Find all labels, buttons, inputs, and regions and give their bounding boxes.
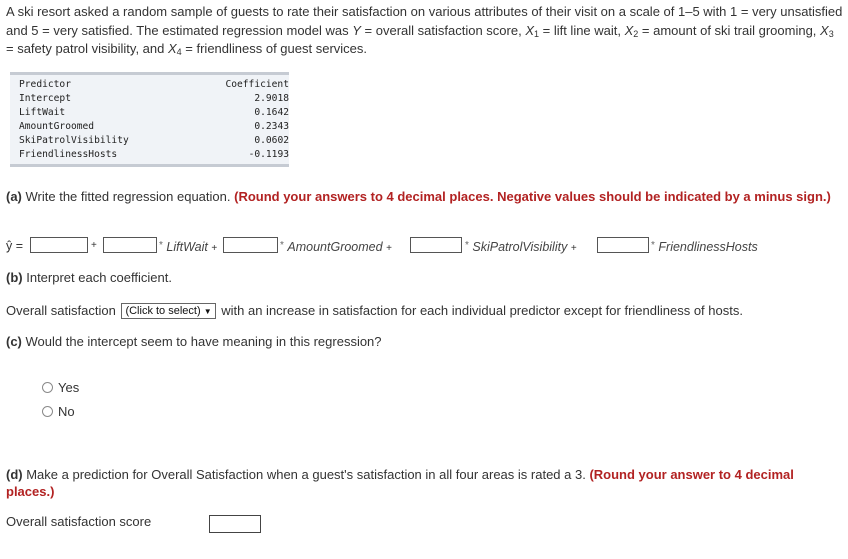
- intercept-input[interactable]: [30, 237, 88, 253]
- radio-circle-icon[interactable]: [42, 382, 53, 393]
- x1-symbol: X: [525, 22, 534, 38]
- part-b-text: Interpret each coefficient.: [22, 270, 172, 285]
- radio-circle-icon[interactable]: [42, 406, 53, 417]
- x4-symbol: X: [167, 41, 177, 56]
- radio-option-yes[interactable]: [42, 380, 79, 396]
- liftwait-coef-input[interactable]: [103, 237, 157, 253]
- y-definition: = overall satisfaction score,: [360, 22, 526, 38]
- predictor-cell: LiftWait: [19, 107, 66, 119]
- friendliness-coef-input[interactable]: [597, 237, 649, 253]
- plus-sign: +: [386, 243, 392, 254]
- interpretation-suffix: with an increase in satisfaction for each individual predictor except for friendliness of hosts.: [221, 303, 743, 318]
- part-a-label: (a): [6, 189, 22, 204]
- plus-sign: +: [570, 243, 577, 254]
- radio-label: Yes: [58, 380, 80, 395]
- coefficient-cell: -0.1193: [248, 149, 289, 161]
- amountgroomed-coef-input[interactable]: [223, 237, 278, 253]
- part-b-prompt: [6, 270, 172, 285]
- x4-subscript: 4: [176, 47, 182, 57]
- y-symbol: Y: [352, 22, 361, 38]
- x1-subscript: 1: [533, 28, 539, 39]
- radio-option-no[interactable]: [42, 404, 75, 420]
- coefficient-cell: 0.0602: [254, 135, 289, 147]
- x1-definition: = lift line wait,: [539, 22, 625, 38]
- interpretation-sentence: [6, 302, 743, 320]
- coefficient-cell: 2.9018: [254, 93, 289, 105]
- liftwait-term: [159, 236, 217, 256]
- part-c-text: Would the intercept seem to have meaning in this regression?: [21, 334, 382, 349]
- x2-subscript: 2: [633, 28, 639, 39]
- interpretation-select[interactable]: [121, 303, 215, 319]
- multiply-sign: *: [651, 240, 655, 251]
- part-a-text: Write the fitted regression equation.: [21, 189, 235, 204]
- score-input[interactable]: [209, 515, 261, 533]
- y-hat-label: ŷ =: [6, 239, 24, 253]
- coefficient-cell: 0.1642: [254, 107, 289, 119]
- radio-label: No: [58, 404, 75, 419]
- multiply-sign: *: [159, 240, 163, 251]
- x3-definition: = safety patrol visibility, and: [6, 41, 168, 56]
- x4-definition: = friendliness of guest services.: [181, 41, 368, 56]
- problem-intro: [6, 3, 844, 59]
- x3-symbol: X: [820, 22, 829, 38]
- coefficient-table: [19, 78, 289, 163]
- score-label: Overall satisfaction score: [6, 514, 152, 529]
- part-c-prompt: [6, 334, 382, 349]
- table-row: [19, 92, 289, 106]
- table-row: [19, 120, 289, 134]
- skipatrol-label: SkiPatrolVisibility: [472, 240, 568, 254]
- x2-symbol: X: [624, 22, 634, 38]
- part-b-label: (b): [6, 270, 23, 285]
- table-row: [19, 134, 289, 148]
- part-d-instruction: (Round your answer to 4 decimal places.): [6, 467, 794, 499]
- part-a-instruction: (Round your answers to 4 decimal places. Negative values should be indicated by a minus sign.): [234, 189, 831, 204]
- dropdown-arrow-icon: ▼: [203, 307, 212, 316]
- predictor-cell: FriendlinessHosts: [19, 149, 118, 161]
- multiply-sign: *: [280, 240, 284, 251]
- friendliness-label: FriendlinessHosts: [658, 240, 758, 254]
- table-row: [19, 148, 289, 162]
- part-d-prompt: [6, 466, 844, 500]
- intro-text: A ski resort asked a random sample of guests to rate their satisfaction on various attributes of their visit on a scale of 1–5 with 1 = very unsatisfied and 5 = very satisfied. The estimated regression model was: [6, 4, 843, 38]
- multiply-sign: *: [465, 240, 469, 251]
- x3-subscript: 3: [828, 28, 834, 39]
- part-a-prompt: [6, 188, 844, 205]
- skipatrol-term: [465, 236, 577, 256]
- amountgroomed-term: [280, 236, 392, 256]
- skipatrol-coef-input[interactable]: [410, 237, 462, 253]
- regression-equation: [6, 236, 848, 256]
- predictor-cell: AmountGroomed: [19, 121, 95, 133]
- x2-definition: = amount of ski trail grooming,: [638, 22, 821, 38]
- liftwait-label: LiftWait: [166, 240, 208, 254]
- predictor-cell: Intercept: [19, 93, 71, 105]
- predictor-cell: SkiPatrolVisibility: [19, 135, 129, 147]
- part-c-label: (c): [6, 334, 22, 349]
- table-header-row: [19, 78, 289, 92]
- table-row: [19, 106, 289, 120]
- predictor-header: Predictor: [19, 79, 71, 90]
- friendliness-term: [651, 236, 758, 256]
- coefficient-cell: 0.2343: [254, 121, 289, 133]
- coefficient-header: Coefficient: [225, 79, 289, 90]
- interpretation-prefix: Overall satisfaction: [6, 303, 116, 318]
- coefficient-table-panel: [10, 72, 289, 167]
- plus-sign: +: [211, 243, 218, 254]
- amountgroomed-label: AmountGroomed: [287, 240, 383, 254]
- part-d-text: Make a prediction for Overall Satisfaction when a guest's satisfaction in all four areas is rated a 3.: [22, 467, 590, 482]
- plus-sign: +: [91, 240, 97, 251]
- select-value: (Click to select): [125, 305, 201, 317]
- part-d-label: (d): [6, 467, 23, 482]
